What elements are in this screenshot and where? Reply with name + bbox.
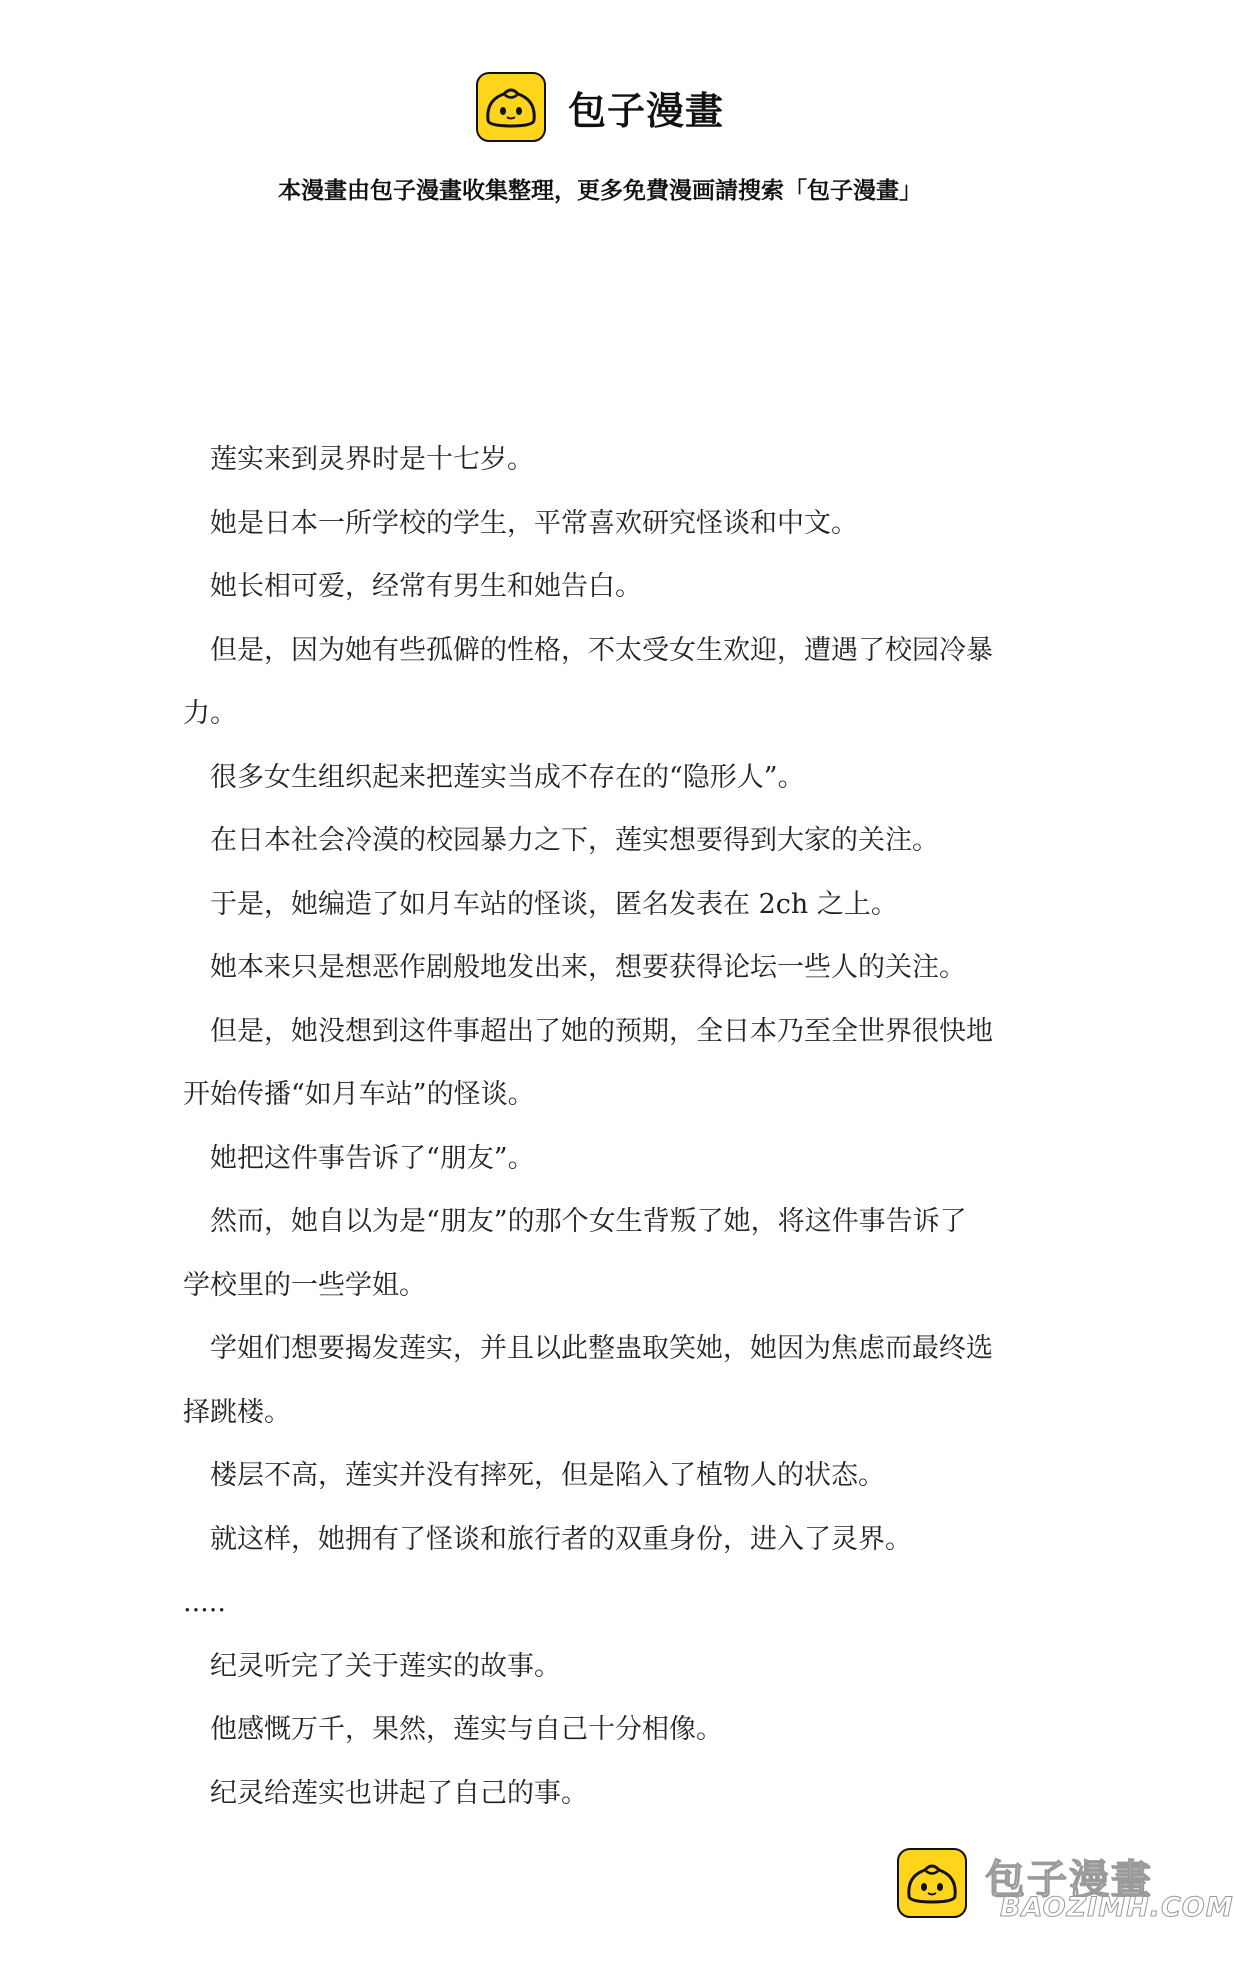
- story-line: 力。: [183, 698, 237, 729]
- brand-name[interactable]: 包子漫畫: [567, 88, 724, 133]
- story-line: 她是日本一所学校的学生，平常喜欢研究怪谈和中文。: [210, 507, 858, 539]
- story-line: 学校里的一些学姐。: [183, 1269, 426, 1301]
- story-line: 纪灵听完了关于莲实的故事。: [210, 1650, 561, 1682]
- story-line: 开始传播“如月车站”的怪谈。: [183, 1079, 535, 1110]
- watermark-brand-name: 包子漫畫: [985, 1857, 1153, 1903]
- watermark-sub-text: BAOZIMH.COM: [1000, 1892, 1234, 1923]
- story-line: 在日本社会冷漠的校园暴力之下，莲实想要得到大家的关注。: [210, 825, 939, 856]
- story-text: [183, 437, 1033, 1834]
- source-notice: 本漫畫由包子漫畫收集整理，更多免費漫画請搜索「包子漫畫」: [278, 178, 922, 204]
- bun-mascot-icon[interactable]: [476, 72, 546, 142]
- story-line: .....: [183, 1587, 226, 1618]
- story-line: 但是，她没想到这件事超出了她的预期，全日本乃至全世界很快地: [210, 1015, 993, 1047]
- story-line: 莲实来到灵界时是十七岁。: [210, 444, 534, 475]
- story-line: 于是，她编造了如月车站的怪谈，匿名发表在 2ch 之上。: [210, 888, 898, 920]
- story-line: 纪灵给莲实也讲起了自己的事。: [210, 1777, 588, 1809]
- story-line: 她把这件事告诉了“朋友”。: [210, 1142, 535, 1174]
- story-line: 他感慨万千，果然，莲实与自己十分相像。: [210, 1714, 723, 1745]
- story-line: 择跳楼。: [183, 1396, 291, 1428]
- story-line: 楼层不高，莲实并没有摔死，但是陷入了植物人的状态。: [210, 1460, 885, 1491]
- site-header: [0, 70, 1200, 144]
- story-line: 学姐们想要揭发莲实，并且以此整蛊取笑她，她因为焦虑而最终选: [210, 1333, 993, 1364]
- story-line: 就这样，她拥有了怪谈和旅行者的双重身份，进入了灵界。: [210, 1523, 912, 1555]
- story-line: 她本来只是想恶作剧般地发出来，想要获得论坛一些人的关注。: [210, 952, 966, 983]
- story-line: 很多女生组织起来把莲实当成不存在的“隐形人”。: [210, 761, 805, 793]
- story-line: 然而，她自以为是“朋友”的那个女生背叛了她，将这件事告诉了: [210, 1206, 967, 1237]
- story-line: 她长相可爱，经常有男生和她告白。: [210, 571, 642, 602]
- bun-mascot-icon: [897, 1848, 967, 1918]
- story-line: 但是，因为她有些孤僻的性格，不太受女生欢迎，遭遇了校园冷暴: [210, 634, 993, 666]
- watermark: [897, 1848, 1234, 1923]
